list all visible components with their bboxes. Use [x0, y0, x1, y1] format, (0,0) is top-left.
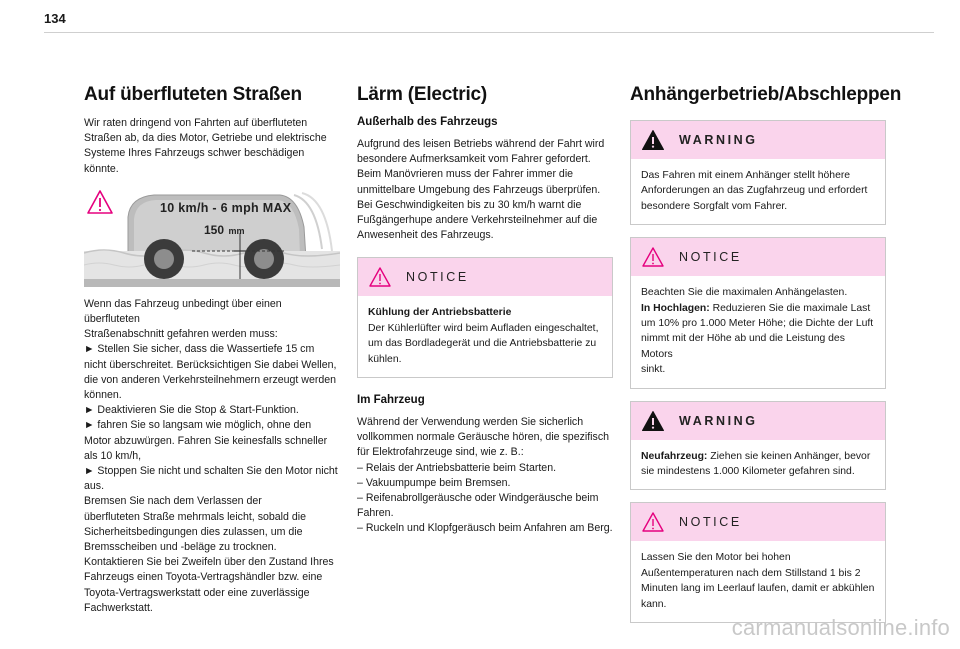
warning-box-trailer	[630, 120, 886, 225]
text-line: Fachwerkstatt.	[84, 601, 153, 614]
text-line: für Elektrofahrzeuge sind, wie z. B.:	[357, 446, 524, 459]
bullet-item: ► Stoppen Sie nicht und schalten Sie den Motor nicht	[84, 465, 338, 478]
text-line: Bremsen Sie nach dem Verlassen der	[84, 495, 262, 508]
text-line: Der Kühlerlüfter wird beim Aufladen eingeschaltet,	[368, 322, 599, 334]
text-line: kann.	[641, 598, 667, 610]
text-line: Toyota-Vertragswerkstatt oder eine zuverlässige	[84, 586, 310, 599]
intro-paragraph	[84, 116, 340, 177]
warning-box-new-vehicle	[630, 401, 886, 491]
text-line: Straßenabschnitt gefahren werden muss:	[84, 328, 278, 341]
text-line: Bremsscheiben und -beläge zu trocknen.	[84, 541, 277, 554]
text-line	[641, 301, 875, 316]
notice-body	[358, 296, 612, 377]
notice-header	[631, 503, 885, 541]
text-line: Kontaktieren Sie bei Zweifeln über den Zustand Ihres	[84, 556, 334, 569]
text-line: Wir raten dringend von Fahrten auf überfluteten	[84, 117, 308, 129]
text-line: aus.	[84, 480, 105, 493]
text-line: Bei Geschwindigkeiten bis zu 30 km/h warnt die	[357, 198, 582, 211]
text-line: die von anderen Verkehrsteilnehmern erzeugt werden	[84, 373, 337, 386]
notice-triangle-icon	[641, 511, 665, 533]
text-line: Das Fahren mit einem Anhänger stellt höhere	[641, 170, 851, 181]
inside-paragraph	[357, 415, 613, 537]
warning-triangle-icon	[641, 129, 665, 151]
text-line: um das Bordladegerät und die Antriebsbatterie zu	[368, 338, 597, 350]
subsection-inside-vehicle: Im Fahrzeug	[357, 394, 425, 407]
text-line: Aufgrund des leisen Betriebs während der Fahrt wird	[357, 138, 605, 150]
text-line: sinkt.	[641, 364, 666, 376]
warning-header	[631, 402, 885, 440]
notice-box-engine-idle	[630, 502, 886, 623]
page-number: 134	[44, 11, 66, 26]
text-line: überfluteten Straße mehrmals leicht, sobald die	[84, 510, 306, 523]
water-depth-unit: mm	[228, 225, 245, 236]
outside-paragraph	[357, 137, 613, 243]
bold-label: In Hochlagen:	[641, 302, 710, 314]
warning-triangle-icon	[641, 410, 665, 432]
body-text	[84, 297, 340, 616]
water-depth-label	[204, 221, 245, 239]
warning-triangle-icon	[88, 191, 112, 213]
text-line: Straßen ab, da dies Motor, Getriebe und elektrische	[84, 132, 327, 145]
text-line: besondere Aufmerksamkeit vom Fahrer gefordert.	[357, 153, 591, 166]
notice-title: NOTICE	[406, 270, 469, 285]
list-item: – Relais der Antriebsbatterie beim Starten.	[357, 461, 557, 474]
text-line: Systeme Ihres Fahrzeugs schwer beschädigen könnte.	[84, 147, 305, 175]
bullet-item: ► Deaktivieren Sie die Stop & Start-Funktion.	[84, 404, 299, 417]
text-line: Fahren.	[357, 507, 394, 520]
list-item: – Reifenabrollgeräusche oder Windgeräusche beim	[357, 492, 599, 505]
text-line	[641, 449, 875, 464]
text-line: Motor abzuwürgen. Fahren Sie keinesfalls schneller	[84, 434, 328, 447]
notice-body	[631, 541, 885, 622]
warning-body	[631, 440, 885, 490]
warning-title: WARNING	[679, 413, 758, 428]
subsection-outside-vehicle: Außerhalb des Fahrzeugs	[357, 116, 498, 128]
notice-triangle-icon	[641, 246, 665, 268]
text-line: kühlen.	[368, 353, 402, 365]
text-line: Beachten Sie die maximalen Anhängelasten.	[641, 287, 848, 299]
notice-box-battery-cooling	[357, 257, 613, 378]
text-line: unmittelbare Umgebung des Fahrzeugs überprüfen.	[357, 183, 601, 196]
warning-body	[631, 159, 885, 224]
flooded-road-illustration	[84, 187, 340, 287]
notice-box-trailer-loads	[630, 237, 886, 388]
text-line: Fahrzeugs einen Toyota-Vertragshändler bzw. eine	[84, 571, 323, 584]
list-item: – Ruckeln und Klopfgeräusch beim Anfahren am Berg.	[357, 522, 613, 535]
bold-label: Neufahrzeug:	[641, 450, 708, 462]
site-watermark: carmanualsonline.info	[731, 615, 950, 640]
text-line: können.	[84, 389, 122, 402]
bullet-item: ► Stellen Sie sicher, dass die Wassertiefe 15 cm	[84, 343, 315, 356]
list-item: – Vakuumpumpe beim Bremsen.	[357, 476, 511, 489]
text-line: Außentemperaturen nach dem Stillstand 1 bis 2	[641, 567, 861, 579]
column-noise-electric	[357, 84, 613, 537]
text-line: Minuten lang im Leerlauf laufen, damit er abkühlen	[641, 583, 875, 595]
text-line: Anwesenheit des Fahrzeugs.	[357, 229, 494, 242]
bullet-item: ► fahren Sie so langsam wie möglich, ohne den	[84, 419, 312, 432]
column-flooded-roads	[84, 84, 340, 616]
column-towing	[630, 84, 902, 635]
text-span: Reduzieren Sie die maximale Last	[709, 302, 871, 314]
warning-header	[631, 121, 885, 159]
section-title-noise: Lärm (Electric)	[357, 84, 488, 105]
text-line: Anforderungen an das Zugfahrzeug und erfordert	[641, 185, 868, 197]
notice-header	[358, 258, 612, 296]
header-rule	[44, 32, 934, 33]
text-line: sie mindestens 1.000 Kilometer gefahren sind.	[641, 466, 855, 478]
warning-title: WARNING	[679, 133, 758, 147]
text-line: Während der Verwendung werden Sie sicherlich	[357, 416, 584, 429]
text-line: als 10 km/h,	[84, 449, 142, 462]
text-line: Beim Manövrieren muss der Fahrer immer die	[357, 168, 574, 181]
water-depth-value: 150	[204, 222, 225, 237]
text-line: vollkommen normale Geräusche hören, die spezifisch	[357, 431, 610, 444]
text-line: nicht überschreitet. Berücksichtigen Sie dabei Wellen,	[84, 358, 337, 371]
text-line: nimmt mit der Höhe ab und die Leistung des Motors	[641, 333, 845, 360]
text-line: besondere Sorgfalt vom Fahrer.	[641, 200, 788, 212]
text-line: Wenn das Fahrzeug unbedingt über einen überfluteten	[84, 297, 282, 326]
notice-body	[631, 276, 885, 387]
text-line: Sicherheitsbedingungen dies zulassen, um die	[84, 525, 303, 538]
notice-header	[631, 238, 885, 276]
notice-triangle-icon	[368, 266, 392, 288]
text-line: um 10% pro 1.000 Meter Höhe; die Dichte der Luft	[641, 318, 874, 330]
text-span: Ziehen sie keinen Anhänger, bevor	[707, 450, 871, 462]
notice-title: NOTICE	[679, 250, 742, 265]
text-line: Lassen Sie den Motor bei hohen	[641, 552, 791, 564]
section-title-towing: Anhängerbetrieb/Abschleppen	[630, 84, 902, 105]
notice-title: NOTICE	[679, 515, 742, 530]
text-line: Fußgängerhupe andere Verkehrsteilnehmer auf die	[357, 214, 598, 227]
speed-limit-label: 10 km/h - 6 mph MAX	[160, 200, 292, 215]
section-title-flooded-roads: Auf überfluteten Straßen	[84, 84, 302, 105]
notice-heading: Kühlung der Antriebsbatterie	[368, 307, 512, 319]
